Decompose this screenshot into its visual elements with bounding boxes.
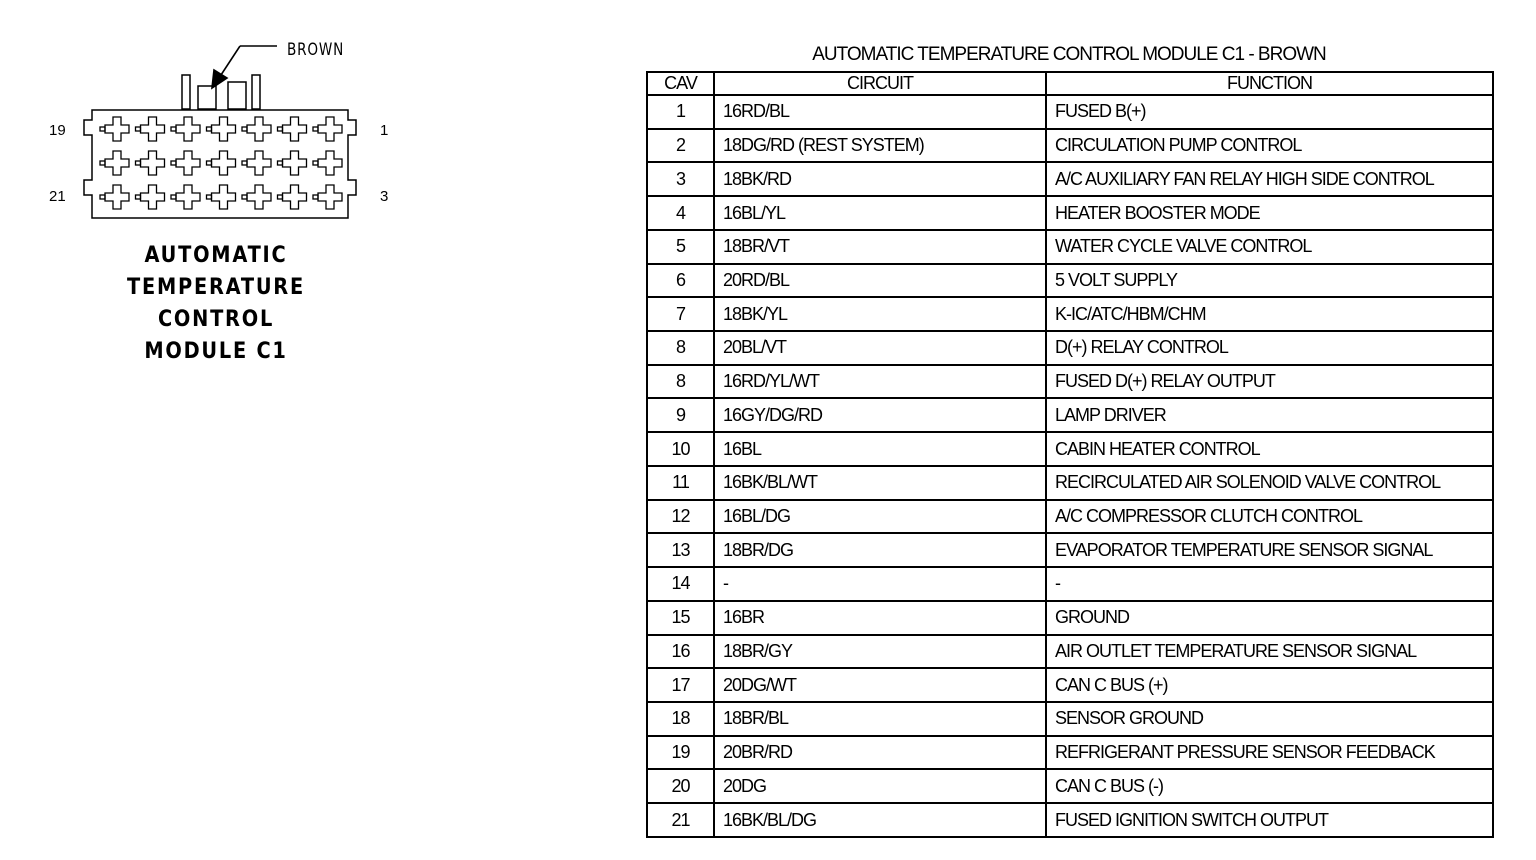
cell-circuit: 20BL/VT xyxy=(714,331,1046,365)
terminal-latch xyxy=(136,161,141,165)
table-row xyxy=(647,398,1493,432)
table-row xyxy=(647,432,1493,466)
cell-function: FUSED IGNITION SWITCH OUTPUT xyxy=(1046,803,1493,837)
terminal-latch xyxy=(100,195,105,199)
wire-color-label: BROWN xyxy=(287,40,345,60)
terminal-cavity xyxy=(212,185,236,209)
cell-function: D(+) RELAY CONTROL xyxy=(1046,331,1493,365)
connector-name-line-4: MODULE C1 xyxy=(144,339,288,364)
table-row xyxy=(647,466,1493,500)
terminal-latch xyxy=(171,195,176,199)
cell-circuit: 18BR/GY xyxy=(714,635,1046,669)
terminal-cavity xyxy=(318,185,342,209)
cell-circuit: 20DG xyxy=(714,769,1046,803)
cell-cav: 8 xyxy=(647,365,714,399)
terminal-cavity xyxy=(283,117,307,141)
cell-circuit: 16RD/BL xyxy=(714,95,1046,129)
table-row xyxy=(647,736,1493,770)
cell-circuit: 16BL/YL xyxy=(714,196,1046,230)
terminal-latch xyxy=(171,161,176,165)
table-row xyxy=(647,567,1493,601)
cell-function: REFRIGERANT PRESSURE SENSOR FEEDBACK xyxy=(1046,736,1493,770)
cell-function: A/C COMPRESSOR CLUTCH CONTROL xyxy=(1046,500,1493,534)
cell-function: EVAPORATOR TEMPERATURE SENSOR SIGNAL xyxy=(1046,533,1493,567)
terminal-latch xyxy=(136,127,141,131)
cell-function: CAN C BUS (+) xyxy=(1046,668,1493,702)
terminal-cavity xyxy=(105,151,129,175)
table-row xyxy=(647,702,1493,736)
cell-cav: 19 xyxy=(647,736,714,770)
cell-function: GROUND xyxy=(1046,601,1493,635)
terminal-cavity xyxy=(283,185,307,209)
cell-circuit: 18DG/RD (REST SYSTEM) xyxy=(714,129,1046,163)
terminal-cavity xyxy=(283,151,307,175)
cell-circuit: 16RD/YL/WT xyxy=(714,365,1046,399)
cell-circuit: 16BK/BL/WT xyxy=(714,466,1046,500)
cell-circuit: 18BK/RD xyxy=(714,162,1046,196)
table-row xyxy=(647,601,1493,635)
terminal-cavity xyxy=(141,117,165,141)
cell-function: LAMP DRIVER xyxy=(1046,398,1493,432)
cell-circuit: - xyxy=(714,567,1046,601)
connector-face-drawing xyxy=(0,0,460,240)
terminal-latch xyxy=(242,161,247,165)
table-row xyxy=(647,668,1493,702)
terminal-cavity xyxy=(105,185,129,209)
terminal-latch xyxy=(171,127,176,131)
terminal-cavity xyxy=(212,117,236,141)
cell-cav: 7 xyxy=(647,297,714,331)
terminal-latch xyxy=(242,195,247,199)
cell-cav: 16 xyxy=(647,635,714,669)
cell-function: RECIRCULATED AIR SOLENOID VALVE CONTROL xyxy=(1046,466,1493,500)
table-row xyxy=(647,803,1493,837)
table-row xyxy=(647,297,1493,331)
cell-circuit: 20DG/WT xyxy=(714,668,1046,702)
terminal-latch xyxy=(278,161,283,165)
cell-circuit: 16BL/DG xyxy=(714,500,1046,534)
connector-name-line-2: TEMPERATURE xyxy=(127,275,305,300)
pinout-header-row xyxy=(647,72,1493,95)
table-row xyxy=(647,500,1493,534)
cell-circuit: 18BK/YL xyxy=(714,297,1046,331)
terminal-cavity xyxy=(141,151,165,175)
terminal-cavity xyxy=(318,151,342,175)
table-row xyxy=(647,162,1493,196)
cell-cav: 9 xyxy=(647,398,714,432)
terminal-cavity xyxy=(141,185,165,209)
table-row xyxy=(647,365,1493,399)
terminal-latch xyxy=(313,195,318,199)
cell-function: CAN C BUS (-) xyxy=(1046,769,1493,803)
cell-function: 5 VOLT SUPPLY xyxy=(1046,264,1493,298)
terminal-cavity xyxy=(176,117,200,141)
cell-circuit: 18BR/BL xyxy=(714,702,1046,736)
cell-cav: 5 xyxy=(647,230,714,264)
terminal-latch xyxy=(278,127,283,131)
cell-circuit: 16GY/DG/RD xyxy=(714,398,1046,432)
pin-label-bottom-right: 3 xyxy=(380,188,389,205)
terminal-latch xyxy=(207,195,212,199)
table-row xyxy=(647,196,1493,230)
terminal-latch xyxy=(313,127,318,131)
terminal-cavity xyxy=(176,185,200,209)
cell-cav: 17 xyxy=(647,668,714,702)
header-cav: CAV xyxy=(647,72,714,95)
cell-function: CABIN HEATER CONTROL xyxy=(1046,432,1493,466)
pinout-table-title: AUTOMATIC TEMPERATURE CONTROL MODULE C1 - BROWN xyxy=(812,44,1326,65)
cell-function: A/C AUXILIARY FAN RELAY HIGH SIDE CONTROL xyxy=(1046,162,1493,196)
cell-cav: 2 xyxy=(647,129,714,163)
cell-function: HEATER BOOSTER MODE xyxy=(1046,196,1493,230)
terminal-cavity xyxy=(247,151,271,175)
cell-circuit: 20BR/RD xyxy=(714,736,1046,770)
terminal-latch xyxy=(100,161,105,165)
cell-cav: 20 xyxy=(647,769,714,803)
terminal-cavity xyxy=(105,117,129,141)
header-function: FUNCTION xyxy=(1046,72,1493,95)
cell-cav: 18 xyxy=(647,702,714,736)
terminal-cavity xyxy=(318,117,342,141)
connector-name-line-3: CONTROL xyxy=(157,307,275,332)
cell-cav: 8 xyxy=(647,331,714,365)
cell-circuit: 20RD/BL xyxy=(714,264,1046,298)
cell-circuit: 18BR/VT xyxy=(714,230,1046,264)
cell-circuit: 16BR xyxy=(714,601,1046,635)
connector-name xyxy=(100,240,332,368)
pin-label-top-left: 19 xyxy=(49,122,66,139)
cell-circuit: 16BK/BL/DG xyxy=(714,803,1046,837)
cell-cav: 11 xyxy=(647,466,714,500)
terminal-latch xyxy=(313,161,318,165)
terminal-latch xyxy=(100,127,105,131)
pin-label-top-right: 1 xyxy=(380,122,389,139)
terminal-latch xyxy=(207,127,212,131)
cell-cav: 13 xyxy=(647,533,714,567)
terminal-cavity xyxy=(212,151,236,175)
cell-cav: 14 xyxy=(647,567,714,601)
table-row xyxy=(647,533,1493,567)
cell-function: FUSED B(+) xyxy=(1046,95,1493,129)
cell-function: K-IC/ATC/HBM/CHM xyxy=(1046,297,1493,331)
table-row xyxy=(647,95,1493,129)
terminal-latch xyxy=(136,195,141,199)
cell-cav: 12 xyxy=(647,500,714,534)
table-row xyxy=(647,635,1493,669)
cell-cav: 4 xyxy=(647,196,714,230)
table-row xyxy=(647,264,1493,298)
table-row xyxy=(647,769,1493,803)
terminal-latch xyxy=(207,161,212,165)
header-circuit: CIRCUIT xyxy=(714,72,1046,95)
cell-cav: 6 xyxy=(647,264,714,298)
terminal-latch xyxy=(242,127,247,131)
connector-name-line-1: AUTOMATIC xyxy=(144,243,288,268)
cell-cav: 1 xyxy=(647,95,714,129)
table-row xyxy=(647,129,1493,163)
cell-function: SENSOR GROUND xyxy=(1046,702,1493,736)
cell-cav: 3 xyxy=(647,162,714,196)
cell-function: AIR OUTLET TEMPERATURE SENSOR SIGNAL xyxy=(1046,635,1493,669)
cell-circuit: 16BL xyxy=(714,432,1046,466)
terminal-cavity xyxy=(247,117,271,141)
cell-function: FUSED D(+) RELAY OUTPUT xyxy=(1046,365,1493,399)
table-row xyxy=(647,331,1493,365)
cell-function: CIRCULATION PUMP CONTROL xyxy=(1046,129,1493,163)
terminal-cavity xyxy=(247,185,271,209)
table-row xyxy=(647,230,1493,264)
cell-cav: 10 xyxy=(647,432,714,466)
cell-cav: 15 xyxy=(647,601,714,635)
terminal-cavity xyxy=(176,151,200,175)
terminal-latch xyxy=(278,195,283,199)
cell-function: - xyxy=(1046,567,1493,601)
cell-function: WATER CYCLE VALVE CONTROL xyxy=(1046,230,1493,264)
cell-circuit: 18BR/DG xyxy=(714,533,1046,567)
pinout-table xyxy=(646,71,1494,838)
pin-label-bottom-left: 21 xyxy=(49,188,66,205)
cell-cav: 21 xyxy=(647,803,714,837)
